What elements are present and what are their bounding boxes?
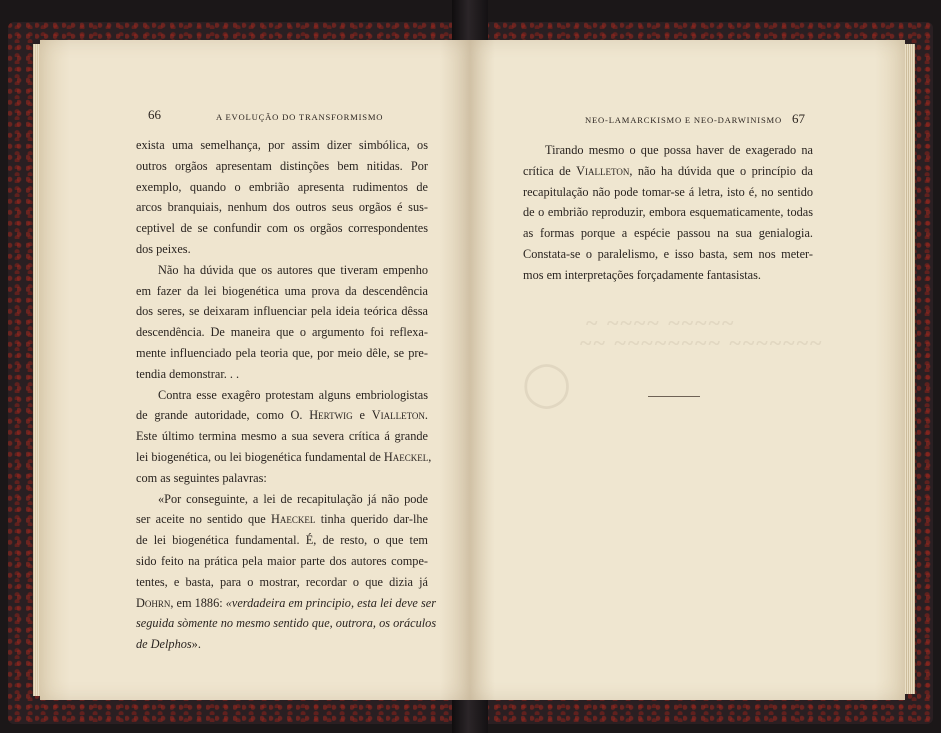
text-line: tendia demonstrar. . . <box>136 366 240 381</box>
text-line: Não ha dúvida que os autores que tiveram empenho <box>158 262 428 277</box>
text-line: Este último termina mesmo a sua severa crítica á grande <box>136 429 428 444</box>
text-line: de lei biogenética fundamental. É, de resto, o que tem <box>136 533 428 548</box>
text-line: arcos branquiais, nenhum dos outros seus orgãos é sus- <box>136 200 428 215</box>
text-line: ceptivel de se confundir com os orgãos correspondentes <box>136 221 428 236</box>
text-line: as formas porque a espécie passou na sua genialogia. <box>523 226 813 241</box>
text-line: recapitulação não pode tomar-se á letra, isto é, no sentido <box>523 184 813 199</box>
text-line: sido feito na prática pela maior parte dos autores compe- <box>136 553 428 568</box>
left-page-body <box>136 135 437 655</box>
text-line: «Por conseguinte, a lei de recapitulação já não pode <box>158 491 428 506</box>
text-line: lei biogenética, ou lei biogenética fundamental de Haeckel, <box>136 449 432 464</box>
right-page-body <box>523 140 813 286</box>
show-through-text: ~~ ~~~~~~~~ ~~~~~~~ <box>580 330 824 355</box>
show-through-text: ~ ~~~~ ~~~~~ <box>586 310 736 335</box>
text-line: com as seguintes palavras: <box>136 470 267 485</box>
text-line: crítica de Vialleton, não ha dúvida que o princípio da <box>523 163 813 178</box>
text-line: dos seres, se deixaram influenciar pela ideia teórica dêssa <box>136 304 428 319</box>
text-line: de Delphos». <box>136 637 201 652</box>
running-head: A EVOLUÇÃO DO TRANSFORMISMO <box>216 112 384 122</box>
page-number: 67 <box>792 111 805 126</box>
text-line: ser aceite no sentido que Haeckel tinha querido dar-lhe <box>136 512 428 527</box>
section-rule <box>648 396 700 397</box>
text-line: mente influenciado pela teoria que, por meio dêle, se pre- <box>136 345 428 360</box>
text-line: exista uma semelhança, por assim dizer simbólica, os <box>136 138 428 152</box>
page-number: 66 <box>148 107 161 122</box>
text-line: de grande autoridade, como O. Hertwig e Vialleton. <box>136 408 428 423</box>
text-line: seguida sòmente no mesmo sentido que, outrora, os oráculos <box>136 616 437 631</box>
text-line: exemplo, quando o embrião apresenta rudimentos de <box>136 179 428 194</box>
text-line: Tirando mesmo o que possa haver de exagerado na <box>545 143 813 157</box>
show-through-initial: ◯ <box>522 359 572 408</box>
text-line: em fazer da lei biogenética uma prova da descendência <box>136 283 428 298</box>
running-head: NEO-LAMARCKISMO E NEO-DARWINISMO <box>585 115 782 125</box>
text-line: de o embrião reproduzir, embora esquematicamente, todas <box>523 205 813 220</box>
left-page <box>40 40 470 700</box>
text-line: tentes, e basta, para o mostrar, recordar o que dizia já <box>136 574 428 589</box>
text-line: mos em interpretações forçadamente fantasistas. <box>523 267 761 282</box>
text-line: Constata-se o paralelismo, e isso basta, sem nos meter- <box>523 246 813 261</box>
text-line: Contra esse exagêro protestam alguns embriologistas <box>158 387 428 402</box>
text-line: descendência. De maneira que o argumento foi reflexa- <box>136 325 428 340</box>
text-line: dos peixes. <box>136 241 191 256</box>
text-line: outros orgãos apresentam distinções bem nitidas. Por <box>136 158 428 173</box>
text-line: Dohrn, em 1886: «verdadeira em principio, esta lei deve ser <box>136 595 436 610</box>
